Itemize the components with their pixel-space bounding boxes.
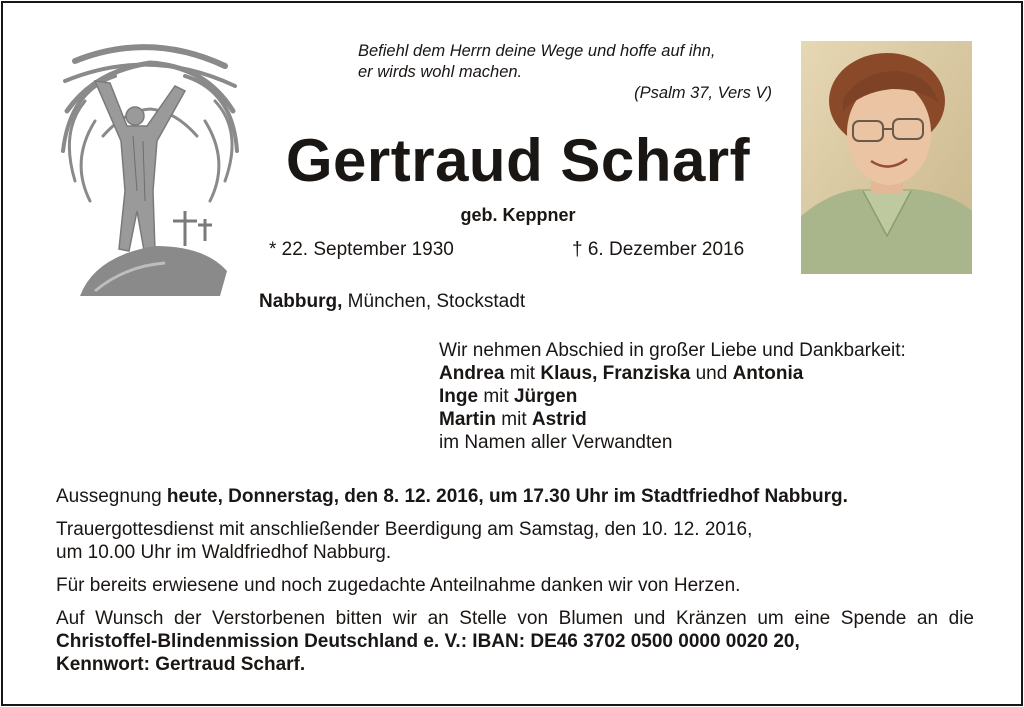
family-name: Astrid [531,409,587,430]
death-date: † 6. Dezember 2016 [572,239,745,260]
deceased-portrait-photo [801,41,972,274]
donation-keyword: Kennwort: Gertraud Scharf. [56,654,306,675]
places-of-life [259,291,525,313]
place-others: München, Stockstadt [342,291,526,312]
family-closing: im Namen aller Verwandten [439,432,673,453]
service-info [56,485,974,686]
donation-intro: Auf Wunsch der Verstorbenen bitten wir an Stelle von Blumen und Kränzen um eine Spende an die [56,608,974,629]
risen-christ-emblem-icon [55,41,245,303]
family-connector: und [690,363,733,384]
family-connector: mit [478,386,514,407]
mass-line-1: Trauergottesdienst mit anschließender Beerdigung am Samstag, den 10. 12. 2016, [56,519,753,540]
quote-reference: (Psalm 37, Vers V) [634,84,772,102]
thanks-paragraph: Für bereits erwiesene und noch zugedachte Anteilnahme danken wir von Herzen. [56,575,741,596]
family-name: Inge [439,386,479,407]
family-line-2 [439,385,906,408]
family-name: Antonia [732,363,804,384]
obituary-notice [1,1,1023,706]
place-primary: Nabburg, [259,291,343,312]
deceased-name: Gertraud Scharf [285,127,751,194]
donation-bank: Christoffel-Blindenmission Deutschland e. V.: IBAN: DE46 3702 0500 0000 0020 20, [56,631,800,652]
family-line-1 [439,362,906,385]
family-name: Martin [439,409,496,430]
blessing-details: heute, Donnerstag, den 8. 12. 2016, um 17.30 Uhr im Stadtfriedhof Nabburg. [166,486,848,507]
family-signatures [439,339,906,454]
family-intro: Wir nehmen Abschied in großer Liebe und Dankbarkeit: [439,340,906,361]
quote-line-2: er wirds wohl machen. [358,63,523,81]
bible-quote [358,41,778,104]
family-connector: mit [496,409,532,430]
birth-date: * 22. September 1930 [269,239,454,260]
family-name: Klaus, Franziska [540,363,691,384]
blessing-paragraph [56,485,974,508]
family-name: Andrea [439,363,505,384]
family-line-3 [439,408,906,431]
family-connector: mit [504,363,541,384]
funeral-mass-paragraph [56,518,974,564]
maiden-name: geb. Keppner [460,205,576,225]
family-name: Jürgen [513,386,578,407]
quote-line-1: Befiehl dem Herrn deine Wege und hoffe auf ihn, [358,42,716,60]
mass-line-2: um 10.00 Uhr im Waldfriedhof Nabburg. [56,542,392,563]
blessing-label: Aussegnung [56,486,167,507]
donation-paragraph [56,607,974,676]
